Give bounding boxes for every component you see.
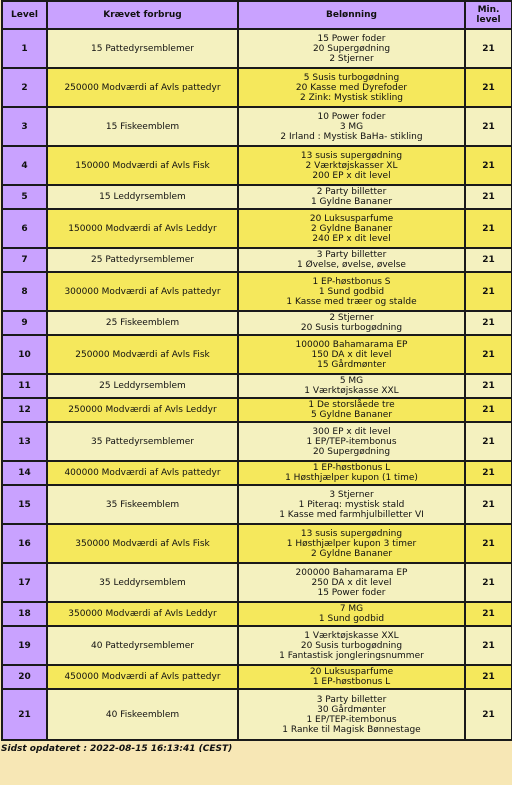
table-row: [2, 524, 512, 563]
reward-cell: [238, 335, 465, 374]
min-level-cell: 21: [465, 665, 512, 689]
header-level: Level: [2, 1, 47, 29]
table-row: [2, 185, 512, 209]
reward-cell: [238, 422, 465, 461]
reward-line: 2 Gyldne Bananer: [310, 223, 393, 234]
reward-cell: [238, 626, 465, 665]
table-row: [2, 398, 512, 422]
reward-cell: [238, 665, 465, 689]
reward-cell: [238, 146, 465, 185]
table-row: [2, 248, 512, 272]
table-row: [2, 422, 512, 461]
reward-cell: [238, 272, 465, 311]
reward-cell: [238, 209, 465, 248]
requirement-cell: 350000 Modværdi af Avls Fisk: [47, 524, 238, 563]
table-row: [2, 107, 512, 146]
last-updated: Sidst opdateret : 2022-08-15 16:13:41 (CEST): [1, 744, 233, 754]
table-row: [2, 665, 512, 689]
reward-line: 20 Susis turbogødning: [300, 640, 403, 651]
reward-line: 3 Stjerner: [329, 489, 374, 500]
level-cell: 15: [2, 485, 47, 524]
reward-cell: [238, 29, 465, 68]
level-cell: 3: [2, 107, 47, 146]
reward-line: 2 Gyldne Bananer: [310, 548, 393, 559]
min-level-cell: 21: [465, 185, 512, 209]
requirement-cell: 15 Leddyrsemblem: [47, 185, 238, 209]
reward-line: 2 Zink: Mystisk stikling: [300, 92, 403, 103]
reward-cell: [238, 374, 465, 398]
header-reward: Belønning: [238, 1, 465, 29]
min-level-cell: 21: [465, 524, 512, 563]
reward-cell: [238, 248, 465, 272]
table-row: [2, 272, 512, 311]
reward-cell: [238, 485, 465, 524]
min-level-cell: 21: [465, 689, 512, 740]
reward-line: 1 Sund godbid: [318, 286, 385, 297]
reward-line: 1 Sund godbid: [318, 614, 385, 624]
reward-line: 5 Susis turbogødning: [303, 72, 400, 83]
requirement-cell: 35 Leddyrsemblem: [47, 563, 238, 602]
reward-line: 1 EP-høstbonus S: [312, 276, 391, 287]
level-cell: 10: [2, 335, 47, 374]
reward-cell: [238, 398, 465, 422]
level-cell: 11: [2, 374, 47, 398]
level-cell: 1: [2, 29, 47, 68]
min-level-cell: 21: [465, 29, 512, 68]
reward-cell: [238, 602, 465, 626]
reward-line: 3 Party billetter: [316, 250, 387, 260]
reward-line: 1 Gyldne Bananer: [310, 197, 393, 207]
reward-line: 20 Susis turbogødning: [300, 323, 403, 333]
reward-line: 300 EP x dit level: [312, 426, 391, 437]
reward-cell: [238, 107, 465, 146]
requirement-cell: 300000 Modværdi af Avls pattedyr: [47, 272, 238, 311]
requirement-cell: 25 Leddyrsemblem: [47, 374, 238, 398]
level-cell: 19: [2, 626, 47, 665]
table-row: [2, 602, 512, 626]
reward-line: 1 Fantastisk jongleringsnummer: [279, 650, 424, 661]
min-level-cell: 21: [465, 146, 512, 185]
requirement-cell: 35 Fiskeemblem: [47, 485, 238, 524]
reward-line: 20 Kasse med Dyrefoder: [295, 82, 408, 93]
table-row: [2, 689, 512, 740]
reward-line: 2 Irland : Mystisk BaHa- stikling: [280, 131, 423, 142]
min-level-cell: 21: [465, 485, 512, 524]
reward-line: 5 Gyldne Bananer: [310, 410, 393, 420]
requirement-cell: 250000 Modværdi af Avls pattedyr: [47, 68, 238, 107]
reward-line: 7 MG: [339, 604, 364, 614]
reward-line: 1 Høsthjælper kupon 3 timer: [286, 538, 417, 549]
reward-line: 13 susis supergødning: [300, 528, 403, 539]
table-row: [2, 374, 512, 398]
level-cell: 8: [2, 272, 47, 311]
level-cell: 18: [2, 602, 47, 626]
reward-line: 1 Værktøjskasse XXL: [304, 386, 399, 396]
level-cell: 21: [2, 689, 47, 740]
min-level-cell: 21: [465, 602, 512, 626]
reward-line: 15 Power foder: [317, 587, 386, 598]
min-level-cell: 21: [465, 422, 512, 461]
reward-line: 2 Stjerner: [329, 53, 374, 64]
min-level-cell: 21: [465, 563, 512, 602]
min-level-cell: 21: [465, 107, 512, 146]
requirement-cell: 450000 Modværdi af Avls pattedyr: [47, 665, 238, 689]
requirement-cell: 350000 Modværdi af Avls Leddyr: [47, 602, 238, 626]
reward-line: 100000 Bahamarama EP: [295, 339, 408, 350]
min-level-cell: 21: [465, 626, 512, 665]
requirement-cell: 40 Fiskeemblem: [47, 689, 238, 740]
reward-line: 20 Supergødning: [312, 43, 391, 54]
level-cell: 12: [2, 398, 47, 422]
reward-line: 1 EP-høstbonus L: [312, 677, 391, 687]
level-cell: 5: [2, 185, 47, 209]
reward-line: 1 Høsthjælper kupon (1 time): [285, 473, 418, 483]
table-row: [2, 485, 512, 524]
min-level-cell: 21: [465, 311, 512, 335]
min-level-cell: 21: [465, 398, 512, 422]
table-row: [2, 209, 512, 248]
reward-line: 30 Gårdmønter: [317, 704, 386, 715]
reward-line: 5 MG: [339, 376, 364, 386]
reward-line: 250 DA x dit level: [311, 577, 392, 588]
reward-line: 1 Piteraq: mystisk stald: [298, 499, 405, 510]
requirement-cell: 250000 Modværdi af Avls Leddyr: [47, 398, 238, 422]
level-cell: 2: [2, 68, 47, 107]
level-cell: 20: [2, 665, 47, 689]
reward-line: 200000 Bahamarama EP: [295, 567, 408, 578]
table-row: [2, 311, 512, 335]
reward-line: 20 Supergødning: [312, 446, 391, 457]
min-level-cell: 21: [465, 248, 512, 272]
requirement-cell: 400000 Modværdi af Avls pattedyr: [47, 461, 238, 485]
min-level-cell: 21: [465, 374, 512, 398]
reward-line: 150 DA x dit level: [311, 349, 392, 360]
reward-line: 2 Værktøjskasser XL: [305, 160, 398, 171]
reward-line: 13 susis supergødning: [300, 150, 403, 161]
reward-line: 2 Party billetter: [316, 187, 387, 197]
requirement-cell: 25 Fiskeemblem: [47, 311, 238, 335]
table-row: [2, 563, 512, 602]
level-cell: 16: [2, 524, 47, 563]
reward-cell: [238, 524, 465, 563]
reward-line: 1 Kasse med farmhjulbilletter VI: [279, 509, 424, 520]
min-level-cell: 21: [465, 335, 512, 374]
min-level-cell: 21: [465, 209, 512, 248]
reward-cell: [238, 311, 465, 335]
reward-line: 1 EP-høstbonus L: [312, 463, 391, 473]
table-row: [2, 68, 512, 107]
reward-line: 240 EP x dit level: [312, 233, 391, 244]
table-body: [2, 29, 512, 740]
reward-cell: [238, 689, 465, 740]
reward-line: 1 Værktøjskasse XXL: [304, 630, 399, 641]
reward-line: 1 Øvelse, øvelse, øvelse: [297, 260, 406, 270]
reward-line: 1 Ranke til Magisk Bønnestage: [282, 724, 421, 735]
requirement-cell: 15 Pattedyrsemblemer: [47, 29, 238, 68]
reward-line: 1 Kasse med træer og stalde: [286, 296, 417, 307]
reward-line: 15 Gårdmønter: [317, 359, 386, 370]
table-row: [2, 461, 512, 485]
reward-line: 15 Power foder: [317, 33, 386, 44]
level-cell: 6: [2, 209, 47, 248]
reward-line: 20 Luksusparfume: [309, 667, 394, 677]
header-requirement: Krævet forbrug: [47, 1, 238, 29]
level-cell: 9: [2, 311, 47, 335]
header-min-level: Min. level: [465, 1, 512, 29]
level-cell: 17: [2, 563, 47, 602]
requirement-cell: 35 Pattedyrsemblemer: [47, 422, 238, 461]
table-row: [2, 335, 512, 374]
reward-line: 200 EP x dit level: [312, 170, 391, 181]
level-cell: 14: [2, 461, 47, 485]
requirement-cell: 15 Fiskeemblem: [47, 107, 238, 146]
reward-cell: [238, 461, 465, 485]
table-row: [2, 29, 512, 68]
level-cell: 7: [2, 248, 47, 272]
reward-line: 1 EP/TEP-itembonus: [306, 714, 397, 725]
reward-cell: [238, 563, 465, 602]
reward-line: 20 Luksusparfume: [309, 213, 394, 224]
min-level-cell: 21: [465, 461, 512, 485]
rewards-table: [1, 0, 512, 741]
requirement-cell: 150000 Modværdi af Avls Leddyr: [47, 209, 238, 248]
min-level-cell: 21: [465, 272, 512, 311]
requirement-cell: 25 Pattedyrsemblemer: [47, 248, 238, 272]
reward-line: 10 Power foder: [317, 111, 386, 122]
requirement-cell: 40 Pattedyrsemblemer: [47, 626, 238, 665]
table-header-row: [2, 1, 512, 29]
level-cell: 13: [2, 422, 47, 461]
reward-cell: [238, 185, 465, 209]
reward-line: 3 Party billetter: [316, 694, 387, 705]
reward-line: 1 EP/TEP-itembonus: [306, 436, 397, 447]
reward-line: 3 MG: [339, 121, 364, 132]
table-row: [2, 626, 512, 665]
requirement-cell: 250000 Modværdi af Avls Fisk: [47, 335, 238, 374]
requirement-cell: 150000 Modværdi af Avls Fisk: [47, 146, 238, 185]
table-row: [2, 146, 512, 185]
reward-line: 1 De storslåede tre: [308, 400, 395, 410]
reward-line: 2 Stjerner: [329, 313, 374, 323]
min-level-cell: 21: [465, 68, 512, 107]
level-cell: 4: [2, 146, 47, 185]
reward-cell: [238, 68, 465, 107]
